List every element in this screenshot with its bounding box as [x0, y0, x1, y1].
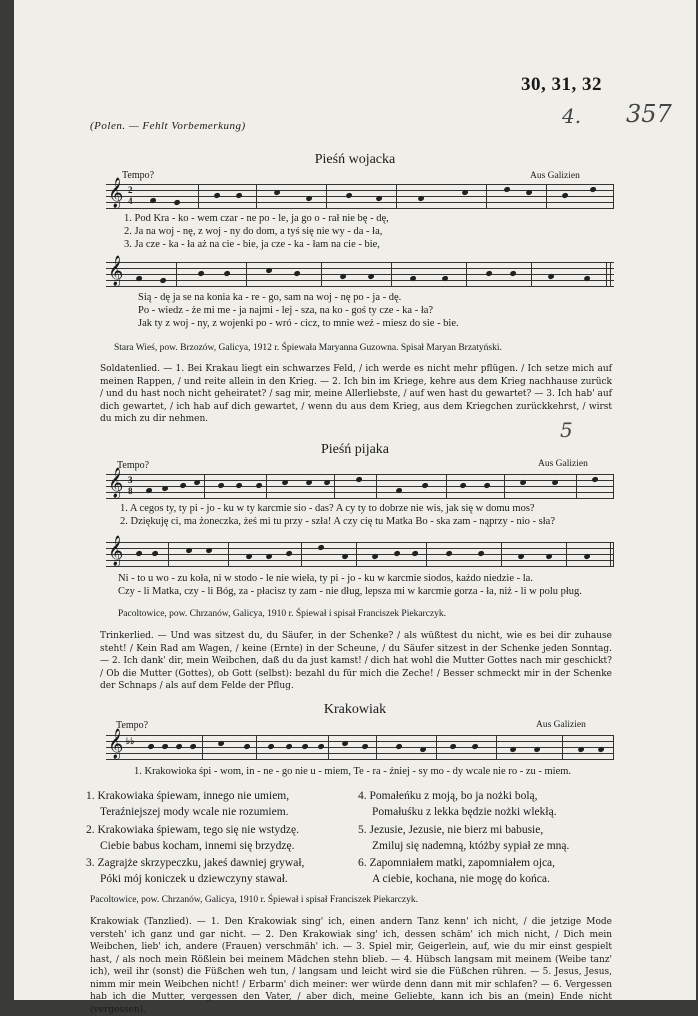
lyric-line: Sią - dę ja se na konia ka - re - go, sam na woj - nę po - ja - dę. [138, 292, 402, 303]
treble-clef-icon: 𝄞 [108, 536, 124, 566]
verse [358, 789, 557, 820]
verse-number: 6. [358, 857, 367, 869]
treble-clef-icon: 𝄞 [108, 468, 124, 498]
source-attribution: Pacoltowice, pow. Chrzanów, Galicya, 1910 r. Śpiewał i spisał Franciszek Piekarczyk. [118, 609, 447, 619]
music-staff [106, 256, 614, 286]
music-staff [106, 536, 614, 566]
music-staff [106, 178, 614, 208]
verse-line: Pomałuśku z lekka będzie nożki wlekłą. [372, 805, 557, 818]
page-number: 30, 31, 32 [521, 74, 602, 95]
verse-number: 5. [358, 824, 367, 836]
lyric-line: Ni - to u wo - zu koła, ni w stodo - le nie wieła, ty pi - jo - ku w karcmie siodos, każdo niedzie - la. [118, 573, 533, 584]
origin-label: Aus Galizien [538, 459, 588, 469]
verse-line: Jezusie, Jezusie, nie bierz mi babusie, [369, 824, 544, 836]
verse-line: Pomałeńku z moją, bo ja nożki bolą, [369, 790, 538, 802]
verse-line: Teraźniejszej mody wcale nie rozumiem. [100, 805, 289, 818]
origin-label: Aus Galizien [536, 720, 586, 730]
song-title: Krakowiak [323, 702, 387, 717]
treble-clef-icon: 𝄞 [108, 729, 124, 759]
music-staff [106, 468, 614, 498]
verse-number: 2. [86, 824, 95, 836]
handwritten-mark: 5 [560, 418, 573, 442]
translation-text: Krakowiak (Tanzlied). — 1. Den Krakowiak sing' ich, einen andern Tanz kenn' ich nicht, / die jetzige Mode versteh' ich ganz und gar nicht. — 2. Den Krakowiak sing' ich, dessen schäm' ich mich nicht, / Dich mein Weibchen, lieb' ich, andere (Frauen) verschmäh' ich. — 3. Spiel mir, Geigerlein, auf, wie du mir einst gespielt hast, / als noch mein Rößlein bei meinem Mädchen stehn blieb. — 4. Hübsch langsam mit meinem (Weibe tanz' ich), weil ihr (sonst) die Füßchen weh tun, / langsam und leicht wird sie die Füßchen rühren. — 5. Jesus, Jesus, nimm mir mein Weibchen nicht! / Erbarm' dich meiner: wer würde denn dann mit mir schlafen? — 6. Vergessen hab ich die Mutter, vergessen den Vater, / aber dich, meine Geliebte, kann ich bis an (mein) Ende nicht (vergessen). [90, 917, 612, 1015]
verse [358, 856, 555, 887]
key-signature: ♭♭ [126, 736, 135, 746]
verse-number: 1. [86, 790, 95, 802]
time-signature: 3 8 [128, 475, 133, 496]
verse [86, 823, 299, 854]
lyric-line: Po - wiedz - że mi me - ja najmi - lej - sza, na ko - goś ty cze - ka - ła? [138, 305, 434, 316]
treble-clef-icon: 𝄞 [108, 256, 124, 286]
tempo-marking: Tempo? [116, 720, 149, 731]
verse [86, 856, 304, 887]
verse-line: Ciebie babus kocham, innemi się brzydzę. [100, 839, 295, 852]
header-note: (Polen. — Fehlt Vorbemerkung) [90, 120, 246, 132]
verse [358, 823, 569, 854]
verse-number: 3. [86, 857, 95, 869]
verse-line: Póki mój koniczek u dziewczyny stawał. [100, 872, 288, 885]
time-signature: 2 4 [128, 185, 133, 206]
verse [86, 789, 289, 820]
source-attribution: Pacoltowice, pow. Chrzanów, Galicya, 1910 r. Śpiewał i spisał Franciszek Piekarczyk. [90, 895, 419, 905]
source-attribution: Stara Wieś, pow. Brzozów, Galicya, 1912 r. Śpiewała Maryanna Guzowna. Spisał Maryan Brzatyński. [114, 343, 502, 353]
verse-line: Krakowiaka śpiewam, tego się nie wstydzę. [97, 824, 300, 836]
verse-line: A ciebie, kochana, nie mogę do końca. [372, 872, 550, 885]
lyric-line: Jak ty z woj - ny, z wojenki po - wró - cicz, to mnie weź - miesz do sie - bie. [138, 318, 459, 329]
verse-line: Zmiluj się nademną, któżby sypiał ze mną. [372, 839, 570, 852]
origin-label: Aus Galizien [530, 171, 580, 181]
score-page [14, 0, 696, 1015]
treble-clef-icon: 𝄞 [108, 178, 124, 208]
lyric-line: 1. Pod Kra - ko - wem czar - ne po - le, ja go o - rał nie bę - dę, [124, 213, 389, 224]
song-title: Pieśń wojacka [314, 152, 396, 167]
lyric-line: Czy - li Matka, czy - li Bóg, za - płacisz ty zam - nie dług, lepsza mi w karcmie gorza - ła, niż - li w polu pług. [118, 586, 582, 597]
lyric-line: 2. Ja na woj - nę, z woj - ny do dom, a tyś się nie wy - da - ła, [124, 226, 383, 237]
music-staff [106, 729, 614, 759]
translation-text: Soldatenlied. — 1. Bei Krakau liegt ein schwarzes Feld, / ich werde es nicht mehr pflügen. / Ich setze mich auf meinen Rappen, / und reite allein in den Krieg. — 2. Ich bin im Kriege, kehre aus dem Krieg nachhause zurück / und du hast noch nicht geheiratet? / sag mir, meine Allerliebste, / auf wen hast du gewartet? — 3. Ich hab' auf dich gewartet, / ich hab auf dich gewartet, / wenn du aus dem Krieg, aus dem Kriegchen zurückkehrst, / wirst du mich zu dir nehmen. [100, 364, 612, 424]
verse-number: 4. [358, 790, 367, 802]
song-title: Pieśń pijaka [320, 442, 390, 457]
lyric-line: 2. Dziękuję ci, ma żoneczka, żeś mi tu przy - szła! A czy cię tu Matka Bo - ska zam - nąprzy - nio - sła? [120, 516, 555, 527]
handwritten-mark: 4. [562, 104, 582, 128]
verse-line: Zapomniałem matki, zapomniałem ojca, [369, 857, 556, 869]
tempo-marking: Tempo? [122, 170, 155, 181]
tempo-marking: Tempo? [117, 460, 150, 471]
verse-line: Zagrajże skrzypeczku, jakeś dawniej grywał, [97, 857, 305, 869]
lyric-line: 1. Krakowioka śpi - wom, in - ne - go nie u - miem, Te - ra - źniej - sy mo - dy wcale nie ro - zu - miem. [134, 766, 572, 777]
lyric-line: 3. Ja cze - ka - ła aż na cie - bie, ja cze - ka - łam na cie - bie, [124, 239, 380, 250]
lyric-line: 1. A cegos ty, ty pi - jo - ku w ty karcmie sio - das? A cy ty to dobrze nie wis, jak się w domu mos? [120, 503, 535, 514]
handwritten-mark: 357 [626, 100, 672, 128]
verse-line: Krakowiaka śpiewam, innego nie umiem, [97, 790, 290, 802]
translation-text: Trinkerlied. — Und was sitzest du, du Säufer, in der Schenke? / als wüßtest du nicht, wie es bei dir zuhause steht! / Kein Rad am Wagen, / keine (Ernte) in der Scheune, / du Säufer sitzest in der Schenke jeden Sonntag. — 2. Ich dank' dir, mein Weibchen, daß du da just kamst! / dich hat wohl die Mutter Gottes nach mir geschickt? / Ob die Mutter (Gottes), ob Gott (selbst): bezahl du für mich die Zeche! / Besser schmeckt mir in der Schenke der Schnaps / als auf dem Felde der Pflug. [100, 631, 612, 691]
